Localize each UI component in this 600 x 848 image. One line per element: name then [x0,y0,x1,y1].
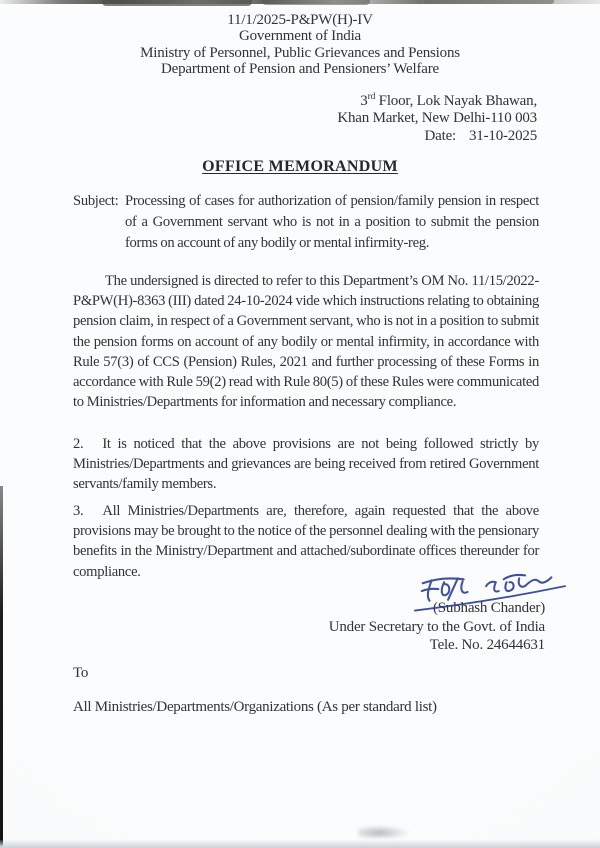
paragraph-1: The undersigned is directed to refer to this Department’s OM No. 11/15/2022-P&PW(H)-8363 (III) dated 24-10-2024 vide which instructions relating to obtaining pension claim, in respect of a Government servant, who is not in a position to submit the pension forms on account of any bodily or mental infirmity, in accordance with Rule 57(3) of CCS (Pension) Rules, 2021 and further processing of these Forms in accordance with Rule 59(2) read with Rule 80(5) of these Rules were communicated to Ministries/Departments for information and necessary compliance. [73,273,539,411]
scan-edge-top-blob [262,0,370,5]
reference-number: 11/1/2025-P&PW(H)-IV [227,12,373,28]
scan-smudge [358,825,410,838]
subject-label: Subject: [73,193,119,209]
letterhead [0,12,600,77]
document-title [0,158,600,176]
date-line [337,128,537,145]
subject-text: Processing of cases for authorization of pension/family pension in respect of a Government servant who is not in a position to submit the pension forms on account of any bodily or mental infirmity-reg. [125,193,539,251]
floor-ordinal: rd [367,92,376,102]
date-value: 31-10-2025 [469,127,537,144]
scan-edge-top-blob [102,0,252,6]
scan-edge-left [0,486,3,848]
address-block [337,93,537,145]
scan-edge-bottom [0,840,600,848]
subject-block [73,191,539,253]
address-line-city: Khan Market, New Delhi-110 003 [337,110,537,127]
floor-rest: Floor, Lok Nayak Bhawan, [375,93,537,109]
scan-edge-top-blob [424,0,554,4]
signature-ink [411,569,567,615]
org-line-ministry: Ministry of Personnel, Public Grievances and Pensions [140,44,460,61]
recipient-line: All Ministries/Departments/Organizations (As per standard list) [73,699,437,715]
address-line-floor [337,93,537,110]
signatory-phone: Tele. No. 24644631 [429,637,545,654]
paragraph-2 [73,434,539,495]
paragraph-2-text: It is noticed that the above provisions are not being followed strictly by Ministries/Departments and grievances are being received from retired Government servants/family members. [73,436,539,493]
paragraph-3-text: All Ministries/Departments are, therefore, again requested that the above provisions may be brought to the notice of the personnel dealing with the pensionary benefits in the Ministry/Department and attached/subordinate offices thereunder for compliance. [73,503,539,580]
date-label: Date: [424,127,456,144]
document-title-text: OFFICE MEMORANDUM [202,158,398,175]
paragraph-3-number: 3. [73,503,84,519]
org-line-department: Department of Pension and Pensioners’ Welfare [161,60,439,77]
recipient-salutation: To [73,665,89,681]
signatory-name: (Subhash Chander) [433,600,545,616]
org-line-government: Government of India [239,28,361,45]
paragraph-2-number: 2. [73,436,84,452]
signatory-designation: Under Secretary to the Govt. of India [328,618,545,635]
floor-number: 3 [360,93,368,109]
